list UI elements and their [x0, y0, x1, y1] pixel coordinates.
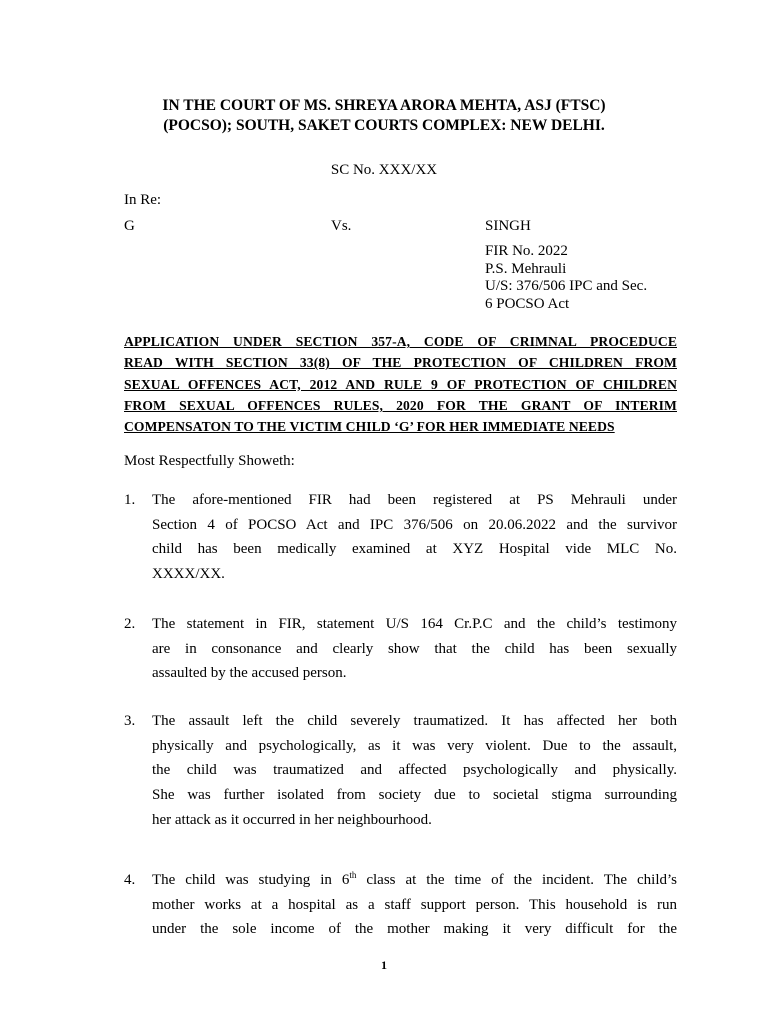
paragraph-number: 2.: [124, 616, 136, 632]
paragraph-number: 1.: [124, 492, 136, 508]
paragraph-body: [152, 488, 677, 587]
paragraph-line: The statement in FIR, statement U/S 164 Cr.P.C and the child’s testimony: [152, 616, 677, 632]
paragraph-line: child has been medically examined at XYZ Hospital vide MLC No.: [152, 541, 677, 558]
paragraph-number: 3.: [124, 713, 136, 729]
paragraph-line: The assault left the child severely traumatized. It has affected her both: [152, 713, 677, 729]
in-re-label: In Re:: [124, 192, 162, 208]
petitioner-name: G: [124, 218, 135, 234]
case-number: SC No. XXX/XX: [330, 162, 438, 178]
versus-label: Vs.: [331, 218, 352, 234]
paragraph-line: [152, 868, 677, 893]
application-heading: [124, 331, 677, 437]
paragraph-body: [152, 868, 677, 942]
paragraph-line: under the sole income of the mother making it very difficult for the: [152, 921, 677, 938]
paragraph-line: XXXX/XX.: [152, 566, 225, 583]
fir-sections-line-2: 6 POCSO Act: [485, 295, 570, 312]
court-title-line-1: IN THE COURT OF MS. SHREYA ARORA MEHTA, ASJ (FTSC): [162, 97, 606, 114]
ordinal-suffix: th: [349, 870, 357, 880]
application-heading-line: SEXUAL OFFENCES ACT, 2012 AND RULE 9 OF PROTECTION OF CHILDREN: [124, 376, 677, 392]
respondent-name: SINGH: [485, 218, 531, 234]
fir-sections-line-1: U/S: 376/506 IPC and Sec.: [485, 278, 648, 294]
paragraph-line: physically and psychologically, as it was very violent. Due to the assault,: [152, 737, 677, 754]
paragraph-line-start: The child was studying in 6: [152, 872, 350, 888]
paragraph-line: She was further isolated from society due to societal stigma surrounding: [152, 787, 677, 804]
application-heading-line: FROM SEXUAL OFFENCES RULES, 2020 FOR THE GRANT OF INTERIM: [124, 397, 677, 413]
application-heading-line: APPLICATION UNDER SECTION 357-A, CODE OF CRIMNAL PROCEDUCE: [124, 334, 677, 349]
paragraph-line: mother works at a hospital as a staff support person. This household is run: [152, 896, 677, 913]
paragraph-line-end: class at the time of the incident. The child’s: [356, 872, 678, 888]
paragraph-body: [152, 709, 677, 833]
paragraph-line: assaulted by the accused person.: [152, 665, 347, 682]
police-station: P.S. Mehrauli: [485, 260, 567, 277]
paragraph-number: 4.: [124, 872, 136, 888]
court-title: [100, 96, 668, 136]
page-number: 1: [381, 958, 387, 972]
paragraph-line: are in consonance and clearly show that the child has been sexually: [152, 640, 677, 657]
paragraph-line: Section 4 of POCSO Act and IPC 376/506 on 20.06.2022 and the survivor: [152, 516, 677, 533]
application-heading-line: READ WITH SECTION 33(8) OF THE PROTECTION OF CHILDREN FROM: [124, 355, 677, 371]
paragraph-line: the child was traumatized and affected psychologically and physically.: [152, 762, 677, 779]
paragraph-line: her attack as it occurred in her neighbourhood.: [152, 811, 432, 828]
application-heading-line: COMPENSATON TO THE VICTIM CHILD ‘G’ FOR HER IMMEDIATE NEEDS: [124, 419, 615, 435]
paragraph-body: [152, 612, 677, 686]
fir-number: FIR No. 2022: [485, 243, 568, 259]
paragraph-line: The afore-mentioned FIR had been registered at PS Mehrauli under: [152, 492, 677, 508]
fir-details: [485, 243, 685, 313]
court-title-line-2: (POCSO); SOUTH, SAKET COURTS COMPLEX: NEW DELHI.: [163, 117, 605, 134]
showeth-heading: Most Respectfully Showeth:: [124, 453, 295, 469]
